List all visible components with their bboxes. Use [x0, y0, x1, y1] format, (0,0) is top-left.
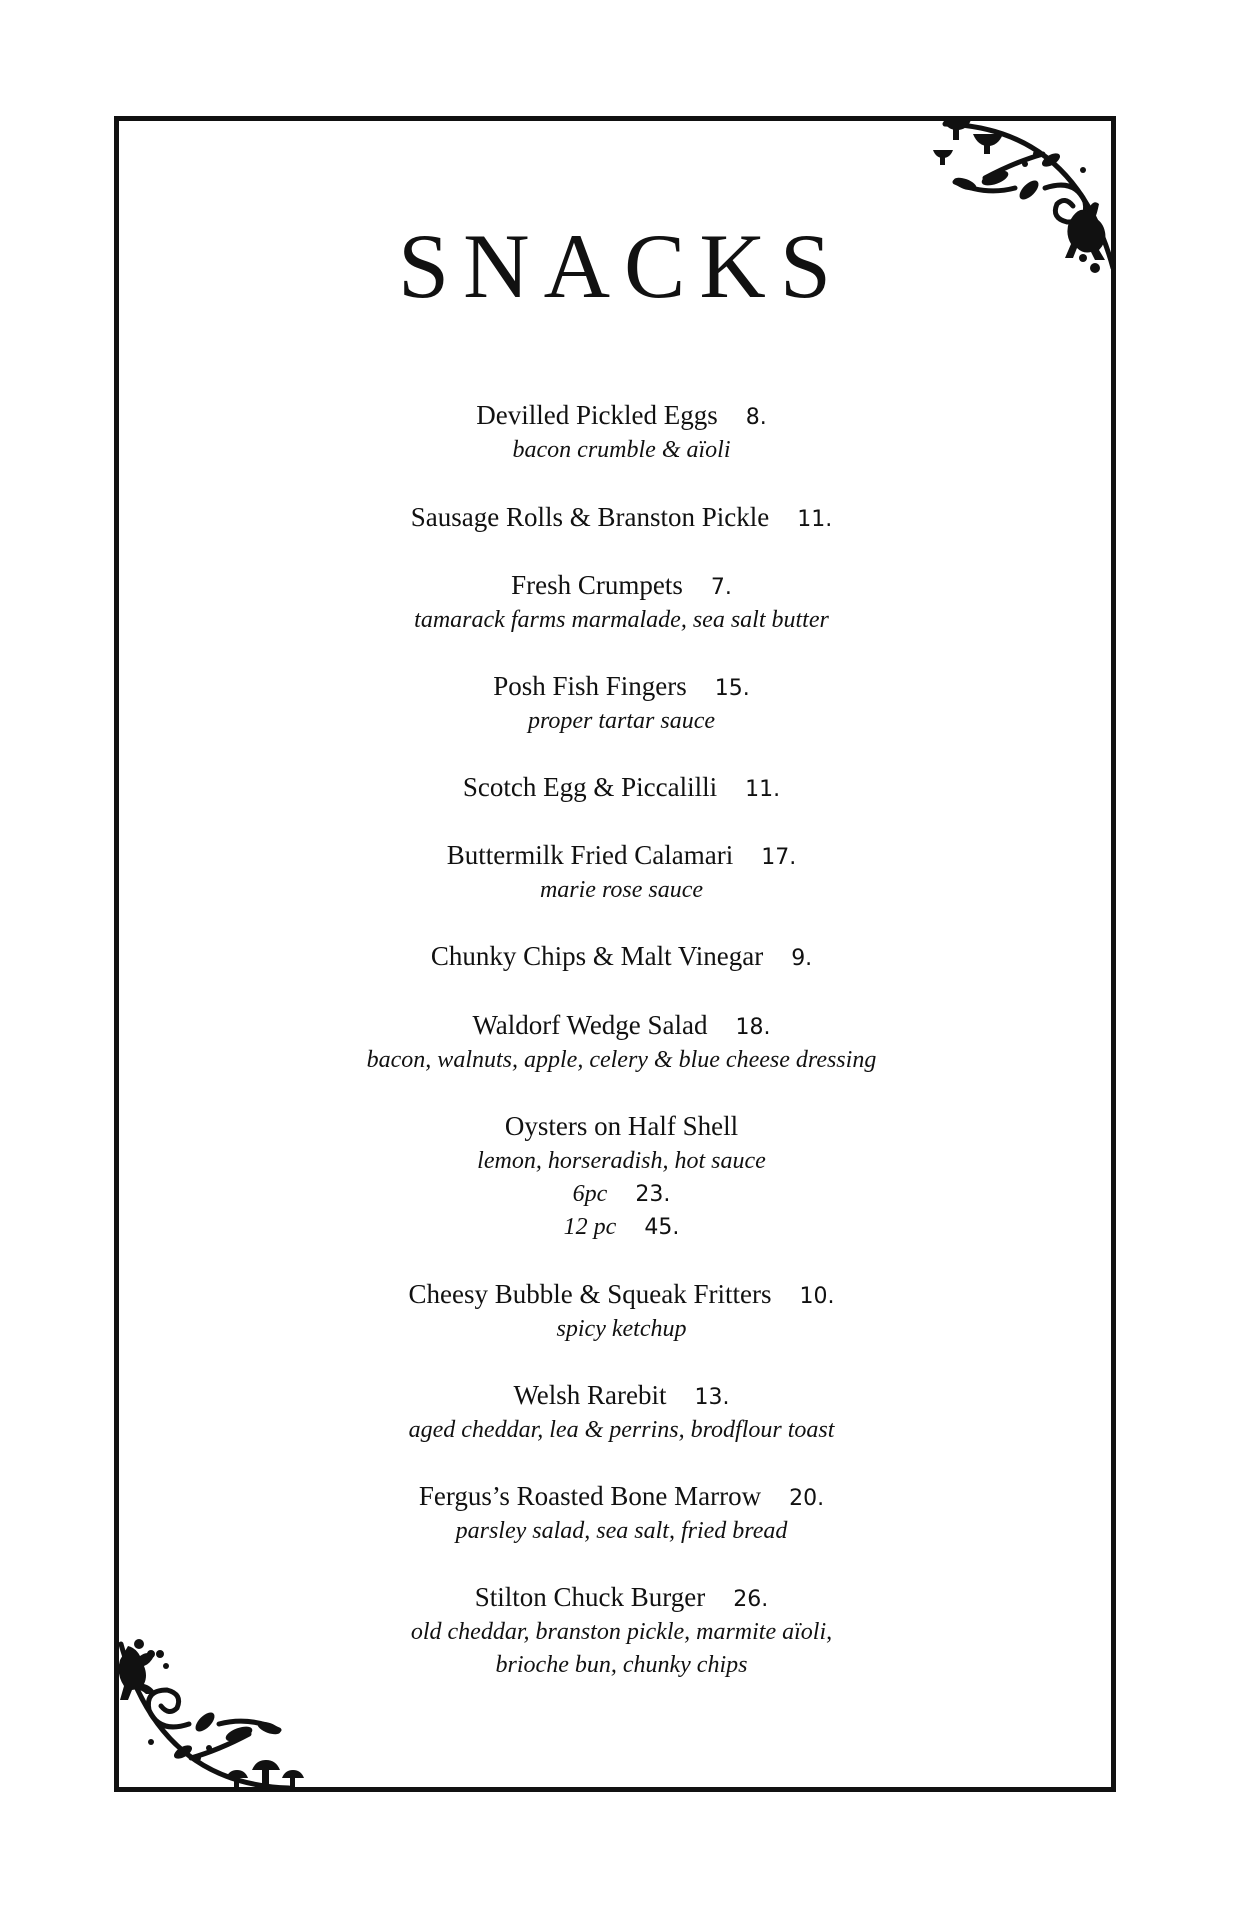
item-name: Scotch Egg & Piccalilli — [462, 772, 718, 802]
portion-price: 45. — [644, 1215, 680, 1240]
item-name: Devilled Pickled Eggs — [476, 400, 718, 430]
menu-item — [0, 1481, 1243, 1548]
item-description: parsley salad, sea salt, fried bread — [455, 1518, 788, 1544]
item-name: Fergus’s Roasted Bone Marrow — [418, 1481, 762, 1511]
item-description: lemon, horseradish, hot sauce — [477, 1148, 766, 1174]
item-description: bacon, walnuts, apple, celery & blue cheese dressing — [366, 1047, 877, 1073]
item-description-line-2: brioche bun, chunky chips — [495, 1652, 748, 1678]
item-price: 13. — [694, 1385, 730, 1410]
portion-option — [0, 1178, 1243, 1211]
item-price: 11. — [797, 507, 833, 532]
item-description: spicy ketchup — [556, 1316, 687, 1342]
item-name: Stilton Chuck Burger — [474, 1582, 706, 1612]
portion-price: 23. — [635, 1182, 671, 1207]
menu-title: SNACKS — [397, 215, 845, 317]
item-description: proper tartar sauce — [527, 708, 716, 734]
item-description: marie rose sauce — [539, 877, 704, 903]
item-name: Waldorf Wedge Salad — [472, 1010, 708, 1040]
item-price: 17. — [761, 845, 797, 870]
menu-item — [0, 1279, 1243, 1346]
item-name: Posh Fish Fingers — [493, 671, 687, 701]
item-price: 9. — [791, 946, 813, 971]
portion-label: 12 pc — [563, 1214, 617, 1240]
menu-item — [0, 1010, 1243, 1077]
menu-item — [0, 840, 1243, 907]
item-description: aged cheddar, lea & perrins, brodflour toast — [408, 1417, 835, 1443]
item-price: 26. — [733, 1587, 769, 1612]
item-description: bacon crumble & aïoli — [512, 437, 731, 463]
item-name: Buttermilk Fried Calamari — [446, 840, 734, 870]
item-price: 18. — [735, 1015, 771, 1040]
menu-item — [0, 941, 1243, 975]
item-name: Chunky Chips & Malt Vinegar — [430, 941, 764, 971]
menu-item — [0, 772, 1243, 806]
menu-item — [0, 502, 1243, 536]
item-name: Oysters on Half Shell — [504, 1111, 739, 1141]
menu-item — [0, 400, 1243, 467]
item-name: Sausage Rolls & Branston Pickle — [410, 502, 770, 532]
menu-item — [0, 570, 1243, 637]
item-name: Fresh Crumpets — [511, 570, 683, 600]
item-description: old cheddar, branston pickle, marmite aïoli, — [410, 1619, 833, 1645]
item-name: Cheesy Bubble & Squeak Fritters — [408, 1279, 772, 1309]
item-price: 8. — [745, 405, 767, 430]
item-price: 7. — [710, 575, 732, 600]
item-name: Welsh Rarebit — [513, 1380, 667, 1410]
menu-item — [0, 671, 1243, 738]
item-price: 10. — [799, 1284, 835, 1309]
item-price: 11. — [745, 777, 781, 802]
item-price: 15. — [714, 676, 750, 701]
portion-option — [0, 1211, 1243, 1244]
menu-item — [0, 1380, 1243, 1447]
item-price: 20. — [789, 1486, 825, 1511]
item-description: tamarack farms marmalade, sea salt butter — [414, 607, 829, 633]
menu-item — [0, 1582, 1243, 1682]
portion-label: 6pc — [572, 1181, 608, 1207]
menu-item — [0, 1111, 1243, 1244]
